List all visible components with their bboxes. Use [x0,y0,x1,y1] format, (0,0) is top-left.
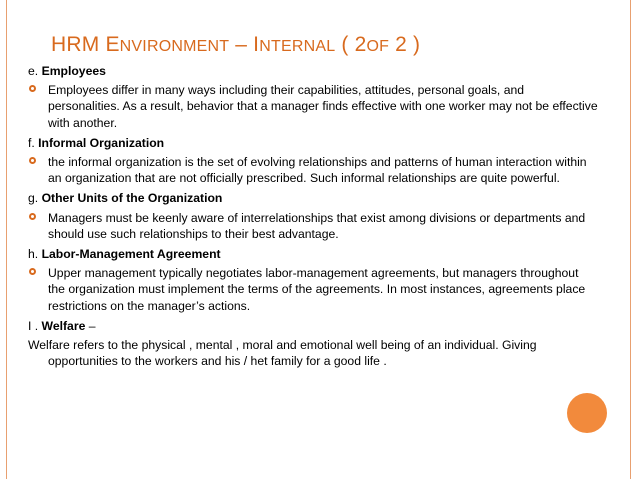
bullet-text: Employees differ in many ways including their capabilities, attitudes, personal goals, and personalities. As a result, behavior that a manager finds effective with one worker may not be effective with another. [48,83,598,130]
title-part: NTERNAL [259,38,336,55]
title-part: 2 ) [389,33,421,56]
bullet-item [28,154,598,186]
title-part: OF [366,38,390,55]
section-prefix: g. [28,191,42,206]
title-part: – I [229,33,260,56]
title-part: HRM E [51,33,120,56]
section-heading-text: Other Units of the Organization [41,191,223,206]
bullet-text: the informal organization is the set of evolving relationships and patterns of human interaction within an organization that are not officially prescribed. Such informal relationships are quite powerful. [48,155,587,186]
title-part: ( 2 [335,33,367,56]
welfare-text: Welfare refers to the physical , mental , moral and emotional well being of an individual. Giving opportunities to the workers and his / het family for a good life . [28,338,537,369]
title-part: NVIRONMENT [119,38,230,55]
section-heading-informal-organization [28,135,598,151]
bullet-text: Upper management typically negotiates labor-management agreements, but managers throughout the organization must implement the terms of the agreements. In most instances, agreements place restrictions on the manager’s actions. [48,266,586,313]
section-heading-text: Informal Organization [38,135,165,150]
bullet-circle-icon [29,268,36,275]
bullet-circle-icon [29,85,36,92]
section-heading-text: Welfare [41,318,86,333]
section-prefix: e. [28,64,42,78]
section-heading-text: Labor-Management Agreement [41,247,221,262]
section-suffix: – [85,318,96,333]
slide-border-right [630,0,631,479]
slide-border-left [6,0,7,479]
slide-body [28,63,598,373]
section-prefix: I . [28,318,42,333]
decorative-circle [567,393,607,433]
section-prefix: f. [28,135,39,150]
slide-title [51,33,420,57]
bullet-item [28,265,598,314]
bullet-item [28,210,598,242]
section-heading-employees [28,63,598,79]
bullet-text: Managers must be keenly aware of interrelationships that exist among divisions or departments and should use such relationships to their best advantage. [48,210,586,241]
section-heading-welfare [28,318,598,334]
section-heading-text: Employees [41,64,106,78]
bullet-circle-icon [29,213,36,220]
bullet-circle-icon [29,157,36,164]
section-prefix: h. [28,247,42,262]
section-heading-labor-management [28,246,598,262]
section-heading-other-units [28,190,598,206]
bullet-item [28,82,598,131]
